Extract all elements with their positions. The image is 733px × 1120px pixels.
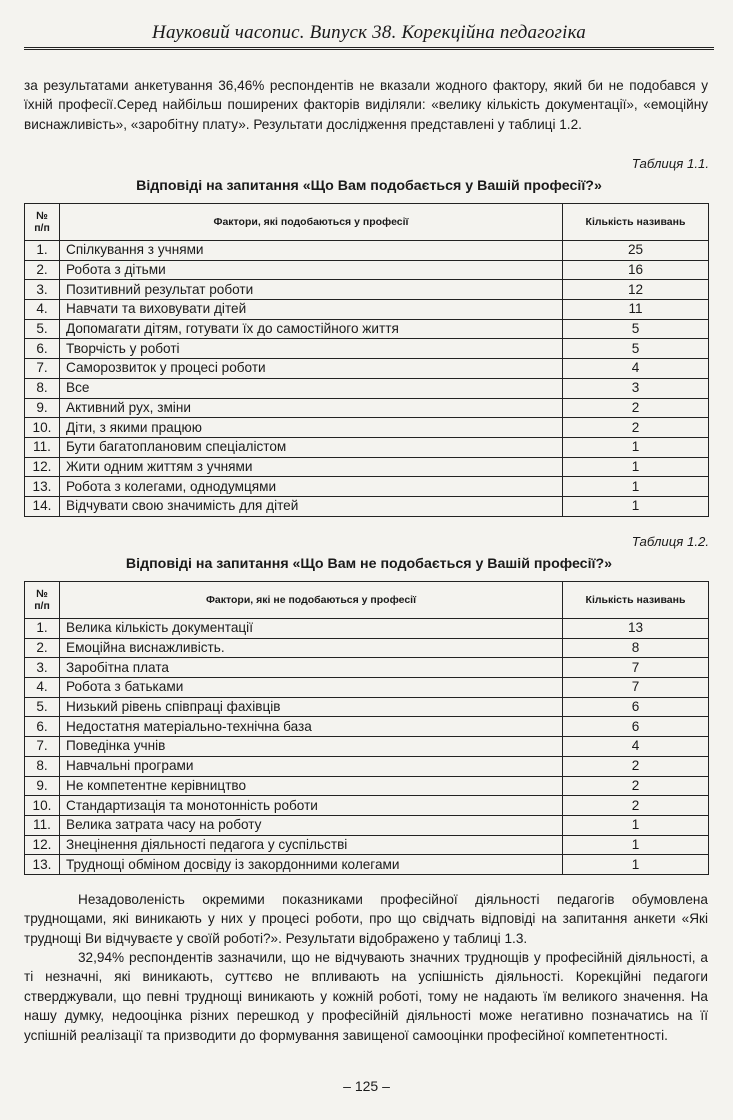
table-row bbox=[25, 398, 709, 418]
table-row bbox=[25, 457, 709, 477]
table-row bbox=[25, 319, 709, 339]
row-factor: Жити одним життям з учнями bbox=[60, 457, 563, 477]
row-factor: Творчість у роботі bbox=[60, 339, 563, 359]
row-count: 2 bbox=[563, 418, 709, 438]
row-count: 1 bbox=[563, 437, 709, 457]
table-row bbox=[25, 638, 709, 658]
table-row bbox=[25, 280, 709, 300]
intro-paragraph: за результатами анкетування 36,46% респондентів не вказали жодного фактору, який би не подобався у їхній професії.Серед найбільш поширених факторів виділяли: «велику кількість документації», «емоційну виснажливість», «заробітну плату». Результати дослідження представлені у таблиці 1.2. bbox=[24, 78, 708, 132]
row-number: 6. bbox=[25, 717, 60, 737]
row-number: 5. bbox=[25, 697, 60, 717]
row-number: 10. bbox=[25, 796, 60, 816]
row-count: 7 bbox=[563, 678, 709, 698]
table-row bbox=[25, 678, 709, 698]
row-factor: Допомагати дітям, готувати їх до самостійного життя bbox=[60, 319, 563, 339]
row-factor: Робота з колегами, однодумцями bbox=[60, 477, 563, 497]
row-number: 12. bbox=[25, 457, 60, 477]
row-count: 25 bbox=[563, 241, 709, 261]
table-row bbox=[25, 477, 709, 497]
table-row bbox=[25, 359, 709, 379]
row-count: 6 bbox=[563, 717, 709, 737]
row-number: 2. bbox=[25, 638, 60, 658]
row-factor: Позитивний результат роботи bbox=[60, 280, 563, 300]
table-row bbox=[25, 437, 709, 457]
table-row bbox=[25, 260, 709, 280]
row-factor: Навчальні програми bbox=[60, 756, 563, 776]
row-factor: Заробітна плата bbox=[60, 658, 563, 678]
table-row bbox=[25, 697, 709, 717]
row-number: 14. bbox=[25, 496, 60, 516]
row-count: 6 bbox=[563, 697, 709, 717]
col-header-number: № п/п bbox=[25, 582, 60, 619]
row-count: 2 bbox=[563, 756, 709, 776]
row-factor: Стандартизація та монотонність роботи bbox=[60, 796, 563, 816]
row-factor: Активний рух, зміни bbox=[60, 398, 563, 418]
row-factor: Діти, з якими працюю bbox=[60, 418, 563, 438]
row-number: 8. bbox=[25, 756, 60, 776]
row-factor: Робота з дітьми bbox=[60, 260, 563, 280]
row-factor: Саморозвиток у процесі роботи bbox=[60, 359, 563, 379]
table-row bbox=[25, 496, 709, 516]
table-row bbox=[25, 815, 709, 835]
body-paragraph-1: Незадоволеність окремими показниками професійної діяльності педагогів обумовлена труднощами, які виникають у них у процесі роботи, про що свідчать відповіді на запитання анкети «Які труднощі Ви відчуваєте у своїй роботі?». Результати відображено у таблиці 1.3. bbox=[24, 892, 708, 946]
col-header-factor: Фактори, які не подобаються у професії bbox=[60, 582, 563, 619]
table-row bbox=[25, 776, 709, 796]
row-factor: Велика кількість документації bbox=[60, 619, 563, 639]
row-number: 7. bbox=[25, 359, 60, 379]
row-count: 3 bbox=[563, 378, 709, 398]
page-number: – 125 – bbox=[343, 1078, 390, 1094]
row-number: 3. bbox=[25, 658, 60, 678]
row-number: 7. bbox=[25, 737, 60, 757]
row-count: 5 bbox=[563, 339, 709, 359]
row-count: 13 bbox=[563, 619, 709, 639]
row-number: 4. bbox=[25, 300, 60, 320]
table-row bbox=[25, 418, 709, 438]
row-factor: Відчувати свою значимість для дітей bbox=[60, 496, 563, 516]
row-number: 6. bbox=[25, 339, 60, 359]
table-row bbox=[25, 855, 709, 875]
table-header-row bbox=[25, 204, 709, 241]
row-number: 13. bbox=[25, 855, 60, 875]
row-number: 1. bbox=[25, 619, 60, 639]
col-header-factor: Фактори, які подобаються у професії bbox=[60, 204, 563, 241]
row-number: 4. bbox=[25, 678, 60, 698]
row-factor: Поведінка учнів bbox=[60, 737, 563, 757]
table-row bbox=[25, 339, 709, 359]
col-header-count: Кількість називань bbox=[563, 582, 709, 619]
row-factor: Навчати та виховувати дітей bbox=[60, 300, 563, 320]
table-row bbox=[25, 737, 709, 757]
row-number: 9. bbox=[25, 398, 60, 418]
row-count: 4 bbox=[563, 359, 709, 379]
table1-caption: Таблиця 1.1. bbox=[631, 156, 709, 171]
journal-header: Науковий часопис. Випуск 38. Корекційна педагогіка bbox=[24, 22, 714, 50]
table-row bbox=[25, 658, 709, 678]
row-factor: Недостатня матеріально-технічна база bbox=[60, 717, 563, 737]
table-row bbox=[25, 796, 709, 816]
row-factor: Не компетентне керівництво bbox=[60, 776, 563, 796]
row-factor: Низький рівень співпраці фахівців bbox=[60, 697, 563, 717]
row-count: 2 bbox=[563, 796, 709, 816]
row-count: 1 bbox=[563, 457, 709, 477]
row-number: 11. bbox=[25, 815, 60, 835]
dislikes-table bbox=[24, 581, 709, 875]
row-count: 8 bbox=[563, 638, 709, 658]
col-header-count: Кількість називань bbox=[563, 204, 709, 241]
row-count: 4 bbox=[563, 737, 709, 757]
table2-caption: Таблиця 1.2. bbox=[631, 534, 709, 549]
row-count: 7 bbox=[563, 658, 709, 678]
table-row bbox=[25, 241, 709, 261]
row-factor: Емоційна виснажливість. bbox=[60, 638, 563, 658]
table1-title: Відповіді на запитання «Що Вам подобається у Вашій професії?» bbox=[136, 178, 602, 194]
col-header-number: № п/п bbox=[25, 204, 60, 241]
row-count: 11 bbox=[563, 300, 709, 320]
row-number: 8. bbox=[25, 378, 60, 398]
row-count: 1 bbox=[563, 496, 709, 516]
row-factor: Все bbox=[60, 378, 563, 398]
row-number: 5. bbox=[25, 319, 60, 339]
row-count: 1 bbox=[563, 835, 709, 855]
row-count: 1 bbox=[563, 477, 709, 497]
row-number: 1. bbox=[25, 241, 60, 261]
row-count: 16 bbox=[563, 260, 709, 280]
row-factor: Робота з батьками bbox=[60, 678, 563, 698]
table-row bbox=[25, 378, 709, 398]
row-count: 2 bbox=[563, 776, 709, 796]
likes-table bbox=[24, 203, 709, 517]
table-row bbox=[25, 756, 709, 776]
row-number: 3. bbox=[25, 280, 60, 300]
table-row bbox=[25, 717, 709, 737]
row-number: 2. bbox=[25, 260, 60, 280]
row-count: 12 bbox=[563, 280, 709, 300]
row-number: 9. bbox=[25, 776, 60, 796]
row-count: 1 bbox=[563, 815, 709, 835]
row-factor: Велика затрата часу на роботу bbox=[60, 815, 563, 835]
body-paragraph-2: 32,94% респондентів зазначили, що не відчувають значних труднощів у професійній діяльності, а ті незначні, які виникають, суттєво не впливають на успішність діяльності. Корекційні педагоги стверджували, що певні труднощі виникають у кожній роботі, тому не надають їм великого значення. На нашу думку, недооцінка різних перешкод у професійній діяльності може негативно позначатись на її успішній реалізації та призводити до формування завищеної самооцінки професійної компетентності. bbox=[24, 950, 708, 1043]
row-factor: Знецінення діяльності педагога у суспільстві bbox=[60, 835, 563, 855]
table-row bbox=[25, 300, 709, 320]
row-number: 12. bbox=[25, 835, 60, 855]
row-number: 13. bbox=[25, 477, 60, 497]
row-factor: Бути багатоплановим спеціалістом bbox=[60, 437, 563, 457]
table-row bbox=[25, 619, 709, 639]
table2-title: Відповіді на запитання «Що Вам не подобається у Вашій професії?» bbox=[125, 556, 613, 572]
row-factor: Спілкування з учнями bbox=[60, 241, 563, 261]
row-number: 11. bbox=[25, 437, 60, 457]
table-row bbox=[25, 835, 709, 855]
row-number: 10. bbox=[25, 418, 60, 438]
row-count: 5 bbox=[563, 319, 709, 339]
row-count: 2 bbox=[563, 398, 709, 418]
row-factor: Труднощі обміном досвіду із закордонними колегами bbox=[60, 855, 563, 875]
table-header-row bbox=[25, 582, 709, 619]
row-count: 1 bbox=[563, 855, 709, 875]
